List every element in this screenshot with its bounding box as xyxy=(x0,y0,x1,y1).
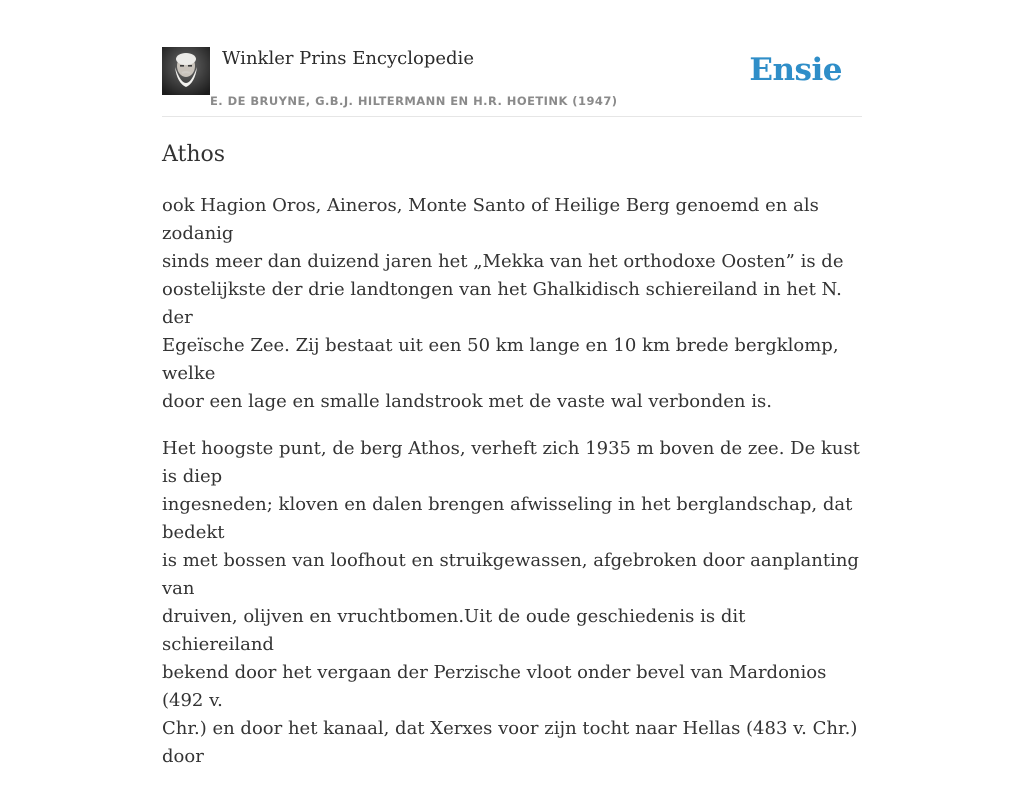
author-portrait-icon xyxy=(162,47,210,95)
paragraph-line: druiven, olijven en vruchtbomen.Uit de oude geschiedenis is dit schiereiland xyxy=(162,606,746,655)
publication-title[interactable]: Winkler Prins Encyclopedie xyxy=(222,48,474,69)
paragraph-line: oostelijkste der drie landtongen van het Ghalkidisch schiereiland in het N. der xyxy=(162,279,842,328)
paragraph-line: Chr.) en door het kanaal, dat Xerxes voor zijn tocht naar Hellas (483 v. Chr.) door xyxy=(162,718,858,767)
paragraph-line: bekend door het vergaan der Perzische vloot onder bevel van Mardonios (492 v. xyxy=(162,662,827,711)
paragraph-line: ingesneden; kloven en dalen brengen afwisseling in het berglandschap, dat bedekt xyxy=(162,494,853,543)
article-body xyxy=(162,192,862,790)
paragraph-line: Egeïsche Zee. Zij bestaat uit een 50 km lange en 10 km brede bergklomp, welke xyxy=(162,335,839,384)
article-paragraph-2 xyxy=(162,435,862,771)
ensie-logo[interactable]: Ensie xyxy=(749,52,842,88)
author-portrait-avatar[interactable] xyxy=(162,47,210,95)
article-title: Athos xyxy=(162,142,226,167)
publication-authors: E. DE BRUYNE, G.B.J. HILTERMANN EN H.R. HOETINK (1947) xyxy=(210,94,618,108)
site-header xyxy=(162,0,862,117)
paragraph-line: is met bossen van loofhout en struikgewassen, afgebroken door aanplanting van xyxy=(162,550,859,599)
paragraph-line: ook Hagion Oros, Aineros, Monte Santo of Heilige Berg genoemd en als zodanig xyxy=(162,195,819,244)
paragraph-line: door een lage en smalle landstrook met de vaste wal verbonden is. xyxy=(162,391,772,412)
paragraph-line: sinds meer dan duizend jaren het „Mekka van het orthodoxe Oosten” is de xyxy=(162,251,844,272)
article-paragraph-1 xyxy=(162,192,862,416)
paragraph-line: Het hoogste punt, de berg Athos, verheft zich 1935 m boven de zee. De kust is diep xyxy=(162,438,860,487)
